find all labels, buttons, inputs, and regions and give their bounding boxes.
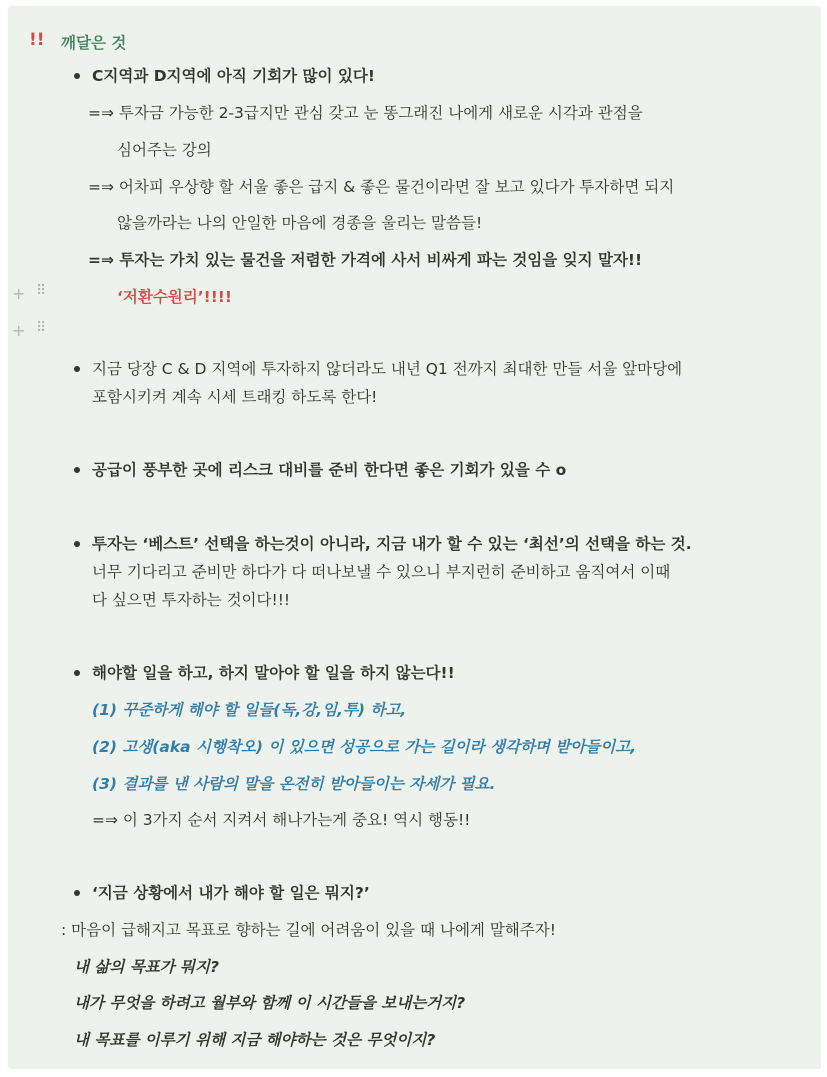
note-line[interactable]: =⇒ 투자금 가능한 2-3급지만 관심 갖고 눈 똥그래진 나에게 새로운 시각과 관점을	[88, 104, 643, 122]
bullet-dot	[74, 541, 80, 547]
plus-icon[interactable]: +	[12, 321, 26, 340]
note-line[interactable]: 않을까라는 나의 안일한 마음에 경종을 울리는 말씀들!	[117, 214, 483, 232]
bullet-text[interactable]: ‘지금 상황에서 내가 해야 할 일은 뭐지?’	[92, 884, 370, 902]
bullet-text[interactable]: 해야할 일을 하고, 하지 말아야 할 일을 하지 않는다!!	[92, 664, 455, 682]
bullet-text[interactable]: 투자는 ‘베스트’ 선택을 하는것이 아니라, 지금 내가 할 수 있는 ‘최선’의 선택을 하는 것.	[92, 535, 692, 553]
bullet-text[interactable]: 지금 당장 C & D 지역에 투자하지 않더라도 내년 Q1 전까지 최대한 만들 서울 앞마당에	[92, 360, 683, 378]
bullet-dot	[74, 467, 80, 473]
question-line[interactable]: 내 목표를 이루기 위해 지금 해야하는 것은 무엇이지?	[74, 1031, 436, 1049]
note-line-bold[interactable]: =⇒ 투자는 가치 있는 물건을 저렴한 가격에 사서 비싸게 파는 것임을 잊지 말자!!	[88, 251, 643, 269]
bullet-text-cont[interactable]: 다 싶으면 투자하는 것이다!!!	[92, 591, 291, 609]
highlight-text[interactable]: ‘저환수원리’!!!!	[117, 288, 232, 306]
item-line[interactable]: (2) 고생(aka 시행착오) 이 있으면 성공으로 가는 길이라 생각하며 받아들이고,	[92, 738, 637, 756]
item-line[interactable]: (1) 꾸준하게 해야 할 일들(독,강,임,투) 하고,	[92, 701, 407, 719]
double-exclamation-icon: !!	[29, 30, 45, 50]
callout-title: 깨달은 것	[61, 34, 127, 52]
bullet-text-cont[interactable]: 포함시키켜 계속 시세 트래킹 하도록 한다!	[92, 388, 378, 406]
bullet-dot	[74, 73, 80, 79]
note-line[interactable]: =⇒ 이 3가지 순서 지켜서 해나가는게 중요! 역시 행동!!	[92, 811, 471, 829]
question-line[interactable]: 내 삶의 목표가 뭐지?	[74, 958, 219, 976]
plus-icon[interactable]: +	[12, 284, 26, 303]
note-line[interactable]: 심어주는 강의	[117, 141, 212, 159]
bullet-text[interactable]: C지역과 D지역에 아직 기회가 많이 있다!	[92, 67, 375, 85]
drag-handle-icon[interactable]: ⠿	[36, 283, 45, 299]
drag-handle-icon[interactable]: ⠿	[36, 320, 45, 336]
question-line[interactable]: 내가 무엇을 하려고 월부와 함께 이 시간들을 보내는거지?	[74, 994, 466, 1012]
bullet-dot	[74, 670, 80, 676]
bullet-dot	[74, 890, 80, 896]
bullet-text[interactable]: 공급이 풍부한 곳에 리스크 대비를 준비 한다면 좋은 기회가 있을 수 o	[92, 461, 567, 479]
note-line[interactable]: : 마음이 급해지고 목표로 향하는 길에 어려움이 있을 때 나에게 말해주자!	[61, 921, 556, 939]
bullet-text-cont[interactable]: 너무 기다리고 준비만 하다가 다 떠나보낼 수 있으니 부지런히 준비하고 움직여서 이때	[92, 563, 671, 581]
item-line[interactable]: (3) 결과를 낸 사람의 말을 온전히 받아들이는 자세가 필요.	[92, 775, 496, 793]
note-line[interactable]: =⇒ 어차피 우상향 할 서울 좋은 급지 & 좋은 물건이라면 잘 보고 있다가 투자하면 되지	[88, 178, 675, 196]
bullet-dot	[74, 366, 80, 372]
